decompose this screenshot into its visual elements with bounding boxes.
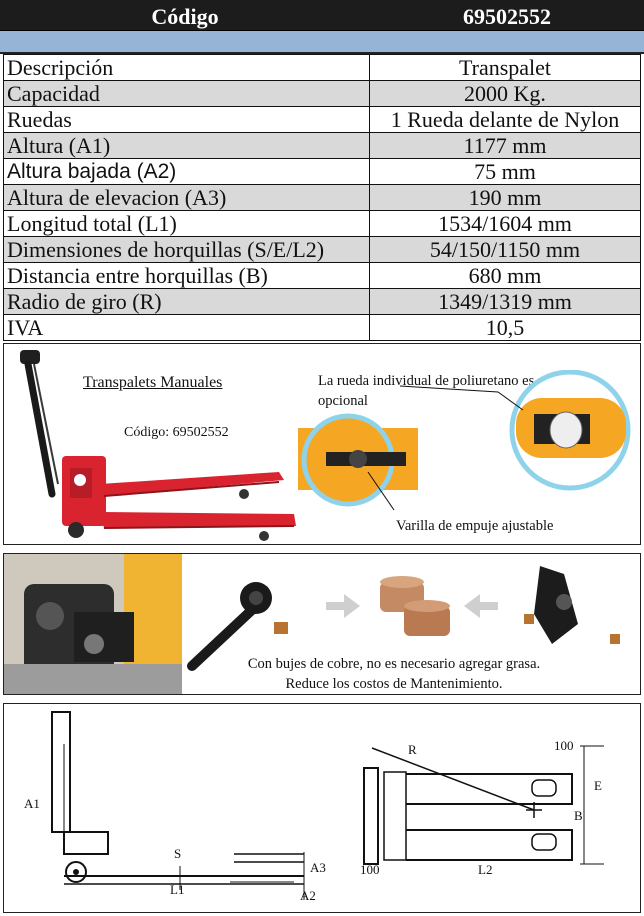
bushing-note-line1: Con bujes de cobre, no es necesario agregar grasa. [247,656,541,672]
spec-label: Distancia entre horquillas (B) [4,263,370,289]
spec-value: 680 mm [370,263,641,289]
specs-table [3,54,641,341]
label-100-bottom: 100 [360,862,380,877]
wheel-note: La rueda individual de poliuretano es opcional [318,373,535,409]
spec-label: Dimensiones de horquillas (S/E/L2) [4,237,370,263]
spec-label: Radio de giro (R) [4,289,370,315]
label-l1: L1 [170,882,185,897]
table-row [4,133,641,159]
bushing-note [184,654,604,694]
label-a1: A1 [24,796,40,811]
table-row [4,55,641,81]
spec-label: Descripción [4,55,370,81]
spec-value: 2000 Kg. [370,81,641,107]
label-100-top: 100 [554,738,574,753]
detail-images [298,370,641,542]
table-row [4,211,641,237]
table-row [4,81,641,107]
header-code-value: 69502552 [463,4,551,29]
spec-value: 10,5 [370,315,641,341]
spec-value: Transpalet [370,55,641,81]
label-a2: A2 [300,888,316,903]
label-s: S [174,846,182,861]
product-code: Código: 69502552 [124,425,229,440]
table-row [4,263,641,289]
spec-label: Altura (A1) [4,133,370,159]
spec-value: 1 Rueda delante de Nylon [370,107,641,133]
product-photo-panel [3,343,641,545]
spec-value: 1349/1319 mm [370,289,641,315]
table-row [4,107,641,133]
spec-label: Capacidad [4,81,370,107]
spec-label: IVA [4,315,370,341]
label-e: E [594,778,602,793]
table-row [4,237,641,263]
spec-value: 54/150/1150 mm [370,237,641,263]
spec-value: 1177 mm [370,133,641,159]
spec-value: 1534/1604 mm [370,211,641,237]
label-a3: A3 [310,860,326,875]
spec-value: 75 mm [370,159,641,185]
spec-label: Altura bajada (A2) [4,159,370,185]
table-row [4,315,641,341]
table-header [0,0,644,31]
spec-label: Ruedas [4,107,370,133]
header-code-label: Código [151,4,219,29]
side-view-diagram [4,704,641,913]
bushing-panel [3,553,641,695]
panel-title: Transpalets Manuales [83,374,223,391]
technical-diagram-panel [3,703,641,913]
table-row [4,159,641,185]
bushing-note-line2: Reduce los costos de Mantenimiento. [285,676,503,692]
table-row [4,289,641,315]
spec-label: Altura de elevacion (A3) [4,185,370,211]
rod-note: Varilla de empuje ajustable [396,518,554,534]
spec-label: Longitud total (L1) [4,211,370,237]
label-b: B [574,808,583,823]
label-l2: L2 [478,862,493,877]
label-r: R [408,742,417,757]
spec-value: 190 mm [370,185,641,211]
header-band [0,31,644,54]
table-row [4,185,641,211]
